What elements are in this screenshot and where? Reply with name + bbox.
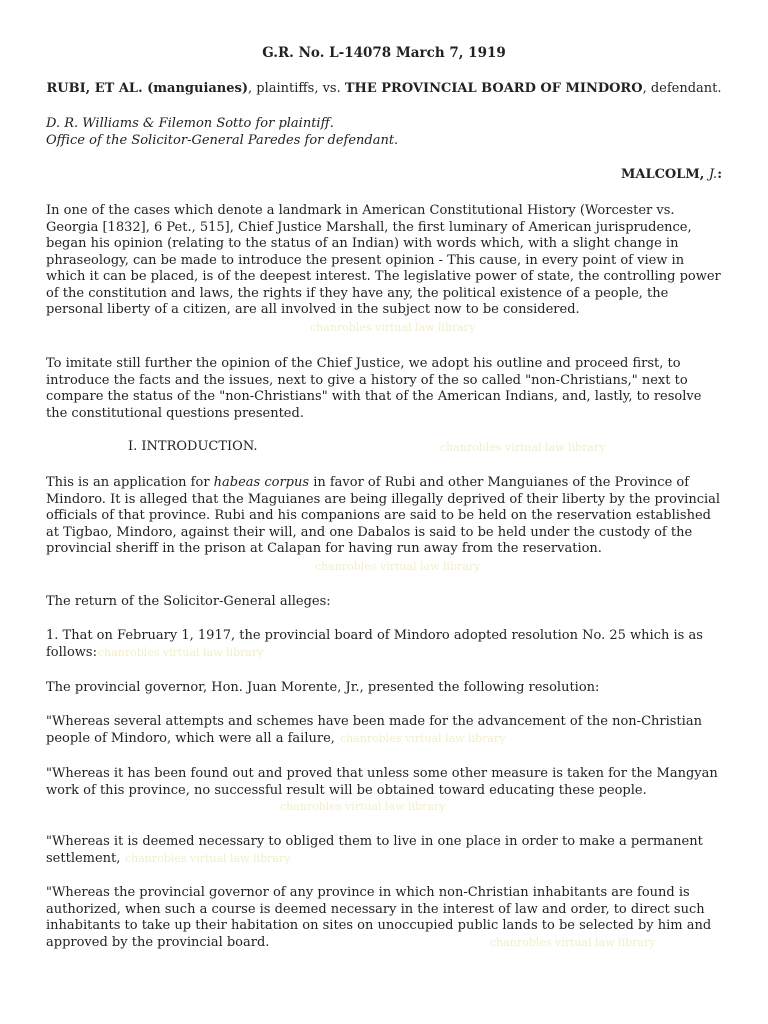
habeas-corpus-term: habeas corpus — [213, 475, 310, 490]
ponente — [621, 167, 722, 184]
watermark: chanrobles virtual law library — [280, 800, 446, 813]
paragraph-10: "Whereas the provincial governor of any province in which non-Christian inhabitants are found is authorized, when such a course is deemed necessary in the interest of law and order, to direct such inhabitants to take up their habitation on sites on unoccupied public lands to be selected by him and approved by the provincial board. — [46, 885, 712, 950]
paragraph-3: This is an application for habeas corpus in favor of Rubi and other Manguianes of the Province of Mindoro. It is alleged that the Maguianes are being illegally deprived of their liberty by the provincial officials of that province. Rubi and his companions are said to be held on the reservation established at Tigbao, Mindoro, against their will, and one Dabalos is said to be held under the custody of the provincial sheriff in the prison at Calapan for having run away from the reservation. — [46, 475, 721, 556]
case-parties — [0, 81, 768, 98]
watermark: chanrobles virtual law library — [315, 560, 481, 573]
watermark: chanrobles virtual law library — [440, 441, 606, 454]
plaintiff-counsel: D. R. Williams & Filemon Sotto for plaintiff. — [46, 116, 334, 131]
paragraph-8: "Whereas it has been found out and proved that unless some other measure is taken for the Mangyan work of this province, no successful result will be obtained toward educating these people. — [46, 766, 718, 798]
watermark: chanrobles virtual law library — [490, 936, 656, 949]
case-number: G.R. No. L-14078 March 7, 1919 — [262, 45, 506, 61]
defendant-name: THE PROVINCIAL BOARD OF MINDORO — [344, 81, 643, 96]
section-heading: I. INTRODUCTION. — [128, 439, 258, 454]
paragraph-9: "Whereas it is deemed necessary to obliged them to live in one place in order to make a permanent settlement, — [46, 834, 703, 866]
judge-suffix: : — [717, 167, 722, 182]
judge-title: J. — [708, 167, 718, 182]
judge-name: MALCOLM, — [620, 167, 709, 182]
defendant-role: , defendant. — [642, 81, 722, 96]
paragraph-5: 1. That on February 1, 1917, the provincial board of Mindoro adopted resolution No. 25 which is as follows: — [46, 628, 703, 660]
watermark: chanrobles virtual law library — [340, 732, 506, 745]
watermark: chanrobles virtual law library — [125, 852, 291, 865]
counsel-block — [46, 116, 726, 149]
watermark: chanrobles virtual law library — [98, 646, 264, 659]
paragraph-1: In one of the cases which denote a landmark in American Constitutional History (Worcester vs. Georgia [1832], 6 Pet., 515], Chief Justice Marshall, the first luminary of American jurisprudence, began his opinion (relating to the status of an Indian) with words which, with a slight change in phraseology, can be made to introduce the present opinion - This cause, in every point of view in which it can be placed, is of the deepest interest. The legislative power of state, the controlling power of the constitution and laws, the rights if they have any, the political existence of a people, the personal liberty of a citizen, are all involved in the subject now to be considered. — [46, 203, 721, 317]
plaintiffs-role: , plaintiffs, vs. — [248, 81, 345, 96]
paragraph-2: To imitate still further the opinion of the Chief Justice, we adopt his outline and proceed first, to introduce the facts and the issues, next to give a history of the so called "non-Christians," next to compare the status of the "non-Christians" with that of the American Indians, and, lastly, to resolve the constitutional questions presented. — [46, 356, 702, 421]
defendant-counsel: Office of the Solicitor-General Paredes for defendant. — [46, 132, 399, 148]
paragraph-7: "Whereas several attempts and schemes have been made for the advancement of the non-Christian people of Mindoro, which were all a failure, — [46, 714, 702, 746]
watermark: chanrobles virtual law library — [310, 321, 476, 334]
plaintiffs-name: RUBI, ET AL. (manguianes) — [46, 81, 248, 96]
paragraph-4: The return of the Solicitor-General alleges: — [46, 594, 331, 609]
paragraph-6: The provincial governor, Hon. Juan Morente, Jr., presented the following resolution: — [46, 680, 600, 695]
